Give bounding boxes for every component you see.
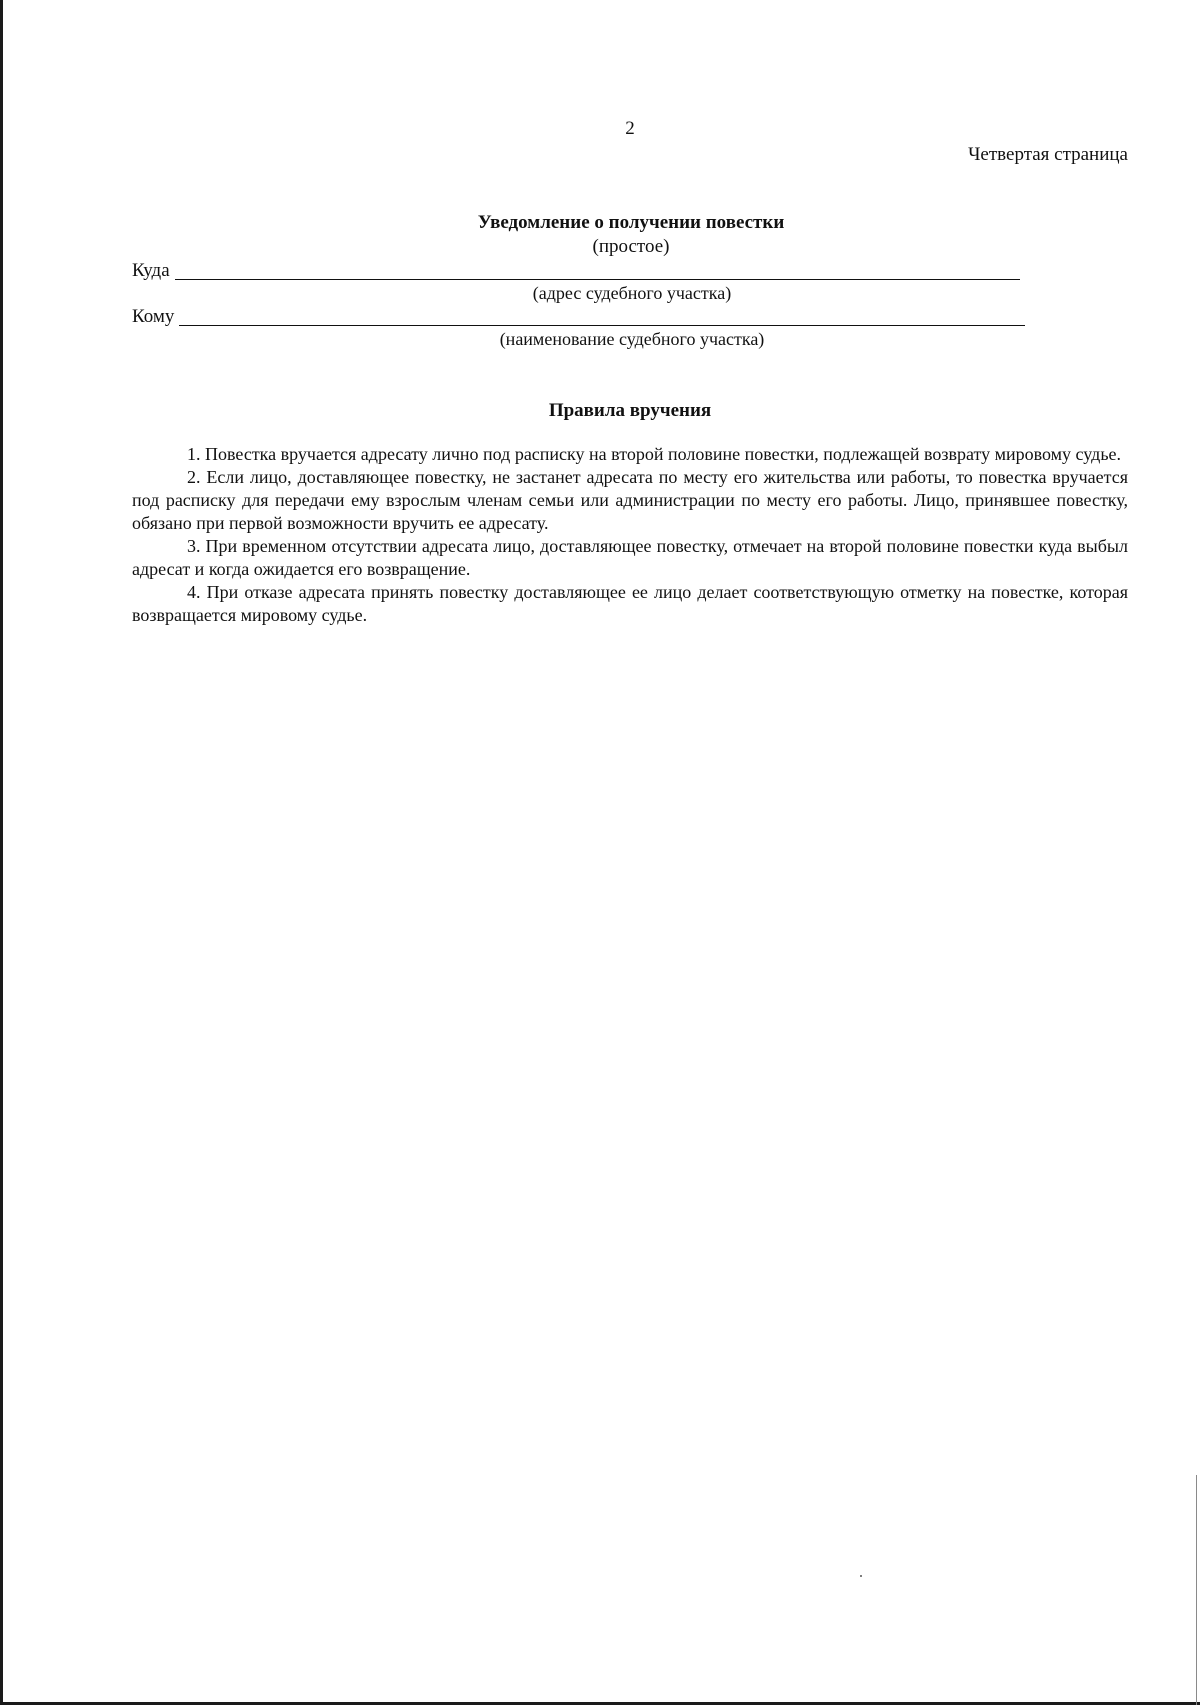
field-label-recipient: Кому xyxy=(132,306,175,327)
rule-item: 3. При временном отсутствии адресата лицо, доставляющее повестку, отмечает на второй половине повестки куда выбыл адресат и когда ожидается его возвращение. xyxy=(132,536,1128,579)
rules-body xyxy=(132,443,1128,627)
field-line-recipient[interactable] xyxy=(179,307,1025,326)
rules-title: Правила вручения xyxy=(548,400,712,421)
scan-speck xyxy=(860,1575,862,1577)
notice-title: Уведомление о получении повестки xyxy=(477,212,785,233)
field-line-destination[interactable] xyxy=(175,261,1020,280)
page-marker: Четвертая страница xyxy=(968,144,1128,165)
rule-item: 4. При отказе адресата принять повестку доставляющее ее лицо делает соответствующую отметку на повестке, которая возвращается мировому судье. xyxy=(132,582,1128,625)
field-row-recipient xyxy=(132,304,1025,328)
rule-item: 1. Повестка вручается адресату лично под расписку на второй половине повестки, подлежащей возврату мировому судье. xyxy=(187,444,1122,464)
rule-item: 2. Если лицо, доставляющее повестку, не застанет адресата по месту его жительства или работы, то повестка вручается под расписку для передачи ему взрослым членам семьи или администрации по месту его работы. Лицо, принявшее повестку, обязано при первой возможности вручить ее адресату. xyxy=(132,467,1128,533)
notice-subtitle: (простое) xyxy=(592,236,670,257)
field-caption-destination: (адрес судебного участка) xyxy=(532,283,732,303)
scan-edge-right xyxy=(1196,1475,1197,1705)
page-number: 2 xyxy=(625,118,635,139)
field-label-destination: Куда xyxy=(132,260,170,281)
field-caption-recipient: (наименование судебного участка) xyxy=(499,329,765,349)
field-row-destination xyxy=(132,258,1020,282)
